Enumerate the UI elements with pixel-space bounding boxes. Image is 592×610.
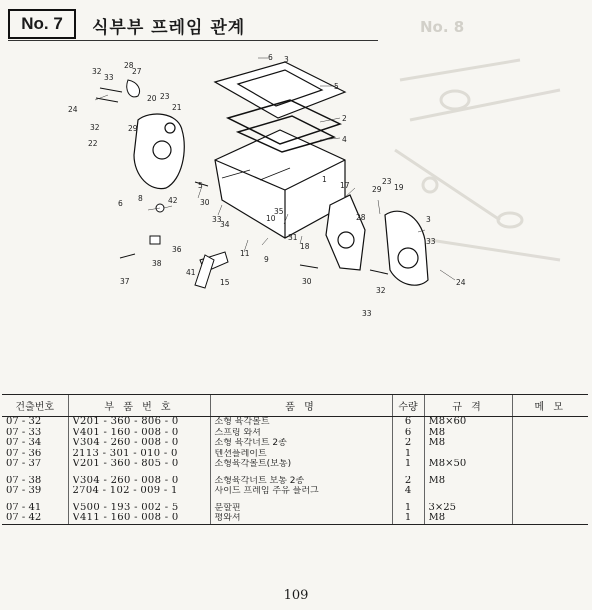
table-row [2, 417, 588, 428]
svg-text:33: 33 [426, 237, 436, 246]
part-name: 소형육각너트 보통 2종 [210, 476, 392, 487]
svg-text:22: 22 [88, 139, 98, 148]
svg-text:2: 2 [342, 114, 347, 123]
svg-text:42: 42 [168, 196, 178, 205]
col-header-ref-no: 건출번호 [2, 395, 68, 417]
exploded-parts-diagram [0, 44, 592, 374]
svg-text:17: 17 [340, 181, 350, 190]
part-no: V201 - 360 - 805 - 0 [68, 459, 210, 470]
cover-plate [215, 62, 345, 118]
spec: M8 [424, 476, 512, 487]
svg-text:35: 35 [274, 207, 284, 216]
spec [424, 486, 512, 497]
memo [512, 417, 588, 428]
memo [512, 438, 588, 449]
page-title: 식부부 프레임 관계 [92, 18, 246, 38]
svg-text:34: 34 [220, 220, 230, 229]
svg-text:27: 27 [132, 67, 142, 76]
parts-table [2, 394, 588, 525]
svg-text:23: 23 [160, 92, 170, 101]
svg-text:10: 10 [266, 214, 276, 223]
svg-text:33: 33 [212, 215, 222, 224]
table-row [2, 503, 588, 514]
svg-text:28: 28 [356, 213, 366, 222]
svg-text:37: 37 [120, 277, 130, 286]
svg-text:8: 8 [138, 194, 143, 203]
svg-text:3: 3 [284, 55, 289, 64]
svg-text:18: 18 [300, 242, 310, 251]
svg-text:29: 29 [372, 185, 382, 194]
part-name: 텐션플레이트 [210, 449, 392, 460]
part-no: V201 - 360 - 806 - 0 [68, 417, 210, 428]
part-name: 평와셔 [210, 513, 392, 524]
part-name: 사이드 프레임 주유 플러그 [210, 486, 392, 497]
part-no: 2704 - 102 - 009 - 1 [68, 486, 210, 497]
svg-text:15: 15 [220, 278, 230, 287]
part-name: 분할핀 [210, 503, 392, 514]
qty: 4 [392, 486, 424, 497]
col-header-qty: 수량 [392, 395, 424, 417]
svg-text:24: 24 [68, 105, 78, 114]
memo [512, 449, 588, 460]
spec: M8×60 [424, 417, 512, 428]
ref-no: 07 - 32 [6, 416, 42, 427]
svg-text:30: 30 [200, 198, 210, 207]
svg-text:33: 33 [362, 309, 372, 318]
svg-text:28: 28 [124, 61, 134, 70]
qty: 1 [392, 449, 424, 460]
part-no: 2113 - 301 - 010 - 0 [68, 449, 210, 460]
table-row [2, 476, 588, 487]
svg-text:24: 24 [456, 278, 466, 287]
col-header-spec: 규 격 [424, 395, 512, 417]
part-no: V304 - 260 - 008 - 0 [68, 476, 210, 487]
ref-no: 07 - 36 [6, 448, 42, 459]
memo [512, 476, 588, 487]
memo [512, 503, 588, 514]
bleed-through-text: No. 8 [420, 18, 465, 36]
qty: 1 [392, 503, 424, 514]
svg-text:32: 32 [90, 123, 100, 132]
svg-text:23: 23 [382, 177, 392, 186]
memo [512, 486, 588, 497]
svg-text:6: 6 [118, 199, 123, 208]
page-number: 109 [283, 588, 309, 603]
svg-text:5: 5 [198, 181, 203, 190]
col-header-part-no: 부 품 번 호 [68, 395, 210, 417]
col-header-part-name: 품 명 [210, 395, 392, 417]
svg-text:9: 9 [264, 255, 269, 264]
svg-text:5: 5 [334, 82, 339, 91]
svg-text:11: 11 [240, 249, 250, 258]
svg-text:1: 1 [322, 175, 327, 184]
svg-text:33: 33 [104, 73, 114, 82]
spec: M8 [424, 428, 512, 439]
svg-text:29: 29 [128, 124, 138, 133]
spec: M8×50 [424, 459, 512, 470]
qty: 1 [392, 459, 424, 470]
table-row [2, 438, 588, 449]
qty: 6 [392, 428, 424, 439]
svg-text:19: 19 [394, 183, 404, 192]
left-gear-cover [134, 114, 184, 189]
svg-text:6: 6 [268, 53, 273, 62]
ref-no: 07 - 39 [6, 486, 42, 496]
part-no: V411 - 160 - 008 - 0 [68, 513, 210, 524]
col-header-memo: 메 모 [512, 395, 588, 417]
part-no: V500 - 193 - 002 - 5 [68, 503, 210, 514]
memo [512, 459, 588, 470]
ref-no: 07 - 41 [6, 502, 42, 513]
svg-text:31: 31 [288, 233, 298, 242]
svg-text:32: 32 [376, 286, 386, 295]
table-row [2, 449, 588, 460]
spec [424, 449, 512, 460]
right-cover-17 [326, 195, 365, 270]
part-no: V401 - 160 - 008 - 0 [68, 428, 210, 439]
ref-no: 07 - 33 [6, 427, 42, 438]
section-number-box: No. 7 [8, 9, 76, 39]
ref-no: 07 - 38 [6, 475, 42, 486]
svg-text:4: 4 [342, 135, 347, 144]
qty: 1 [392, 513, 424, 524]
table-row [2, 486, 588, 497]
qty: 2 [392, 438, 424, 449]
spec: 3×25 [424, 503, 512, 514]
svg-text:32: 32 [92, 67, 102, 76]
header-rule [8, 40, 378, 41]
part-name: 소형 육각너트 2종 [210, 438, 392, 449]
svg-text:41: 41 [186, 268, 196, 277]
table-row [2, 459, 588, 470]
spec: M8 [424, 438, 512, 449]
memo [512, 428, 588, 439]
svg-text:36: 36 [172, 245, 182, 254]
part-name: 소형육각볼트(보통) [210, 459, 392, 470]
part-name: 스프링 와셔 [210, 428, 392, 439]
svg-text:30: 30 [302, 277, 312, 286]
svg-text:21: 21 [172, 103, 182, 112]
svg-text:3: 3 [426, 215, 431, 224]
ref-no: 07 - 37 [6, 459, 42, 469]
memo [512, 513, 588, 524]
table-header-row [2, 395, 588, 417]
part-name: 소형 육각볼트 [210, 417, 392, 428]
table-row [2, 513, 588, 524]
ref-no: 07 - 42 [2, 513, 68, 524]
frame-box [215, 130, 345, 238]
table-row [2, 428, 588, 439]
qty: 2 [392, 476, 424, 487]
spec: M8 [424, 513, 512, 524]
svg-text:38: 38 [152, 259, 162, 268]
svg-text:20: 20 [147, 94, 157, 103]
part-no: V304 - 260 - 008 - 0 [68, 438, 210, 449]
ref-no: 07 - 34 [6, 438, 42, 448]
right-cover-19 [385, 211, 428, 285]
qty: 6 [392, 417, 424, 428]
